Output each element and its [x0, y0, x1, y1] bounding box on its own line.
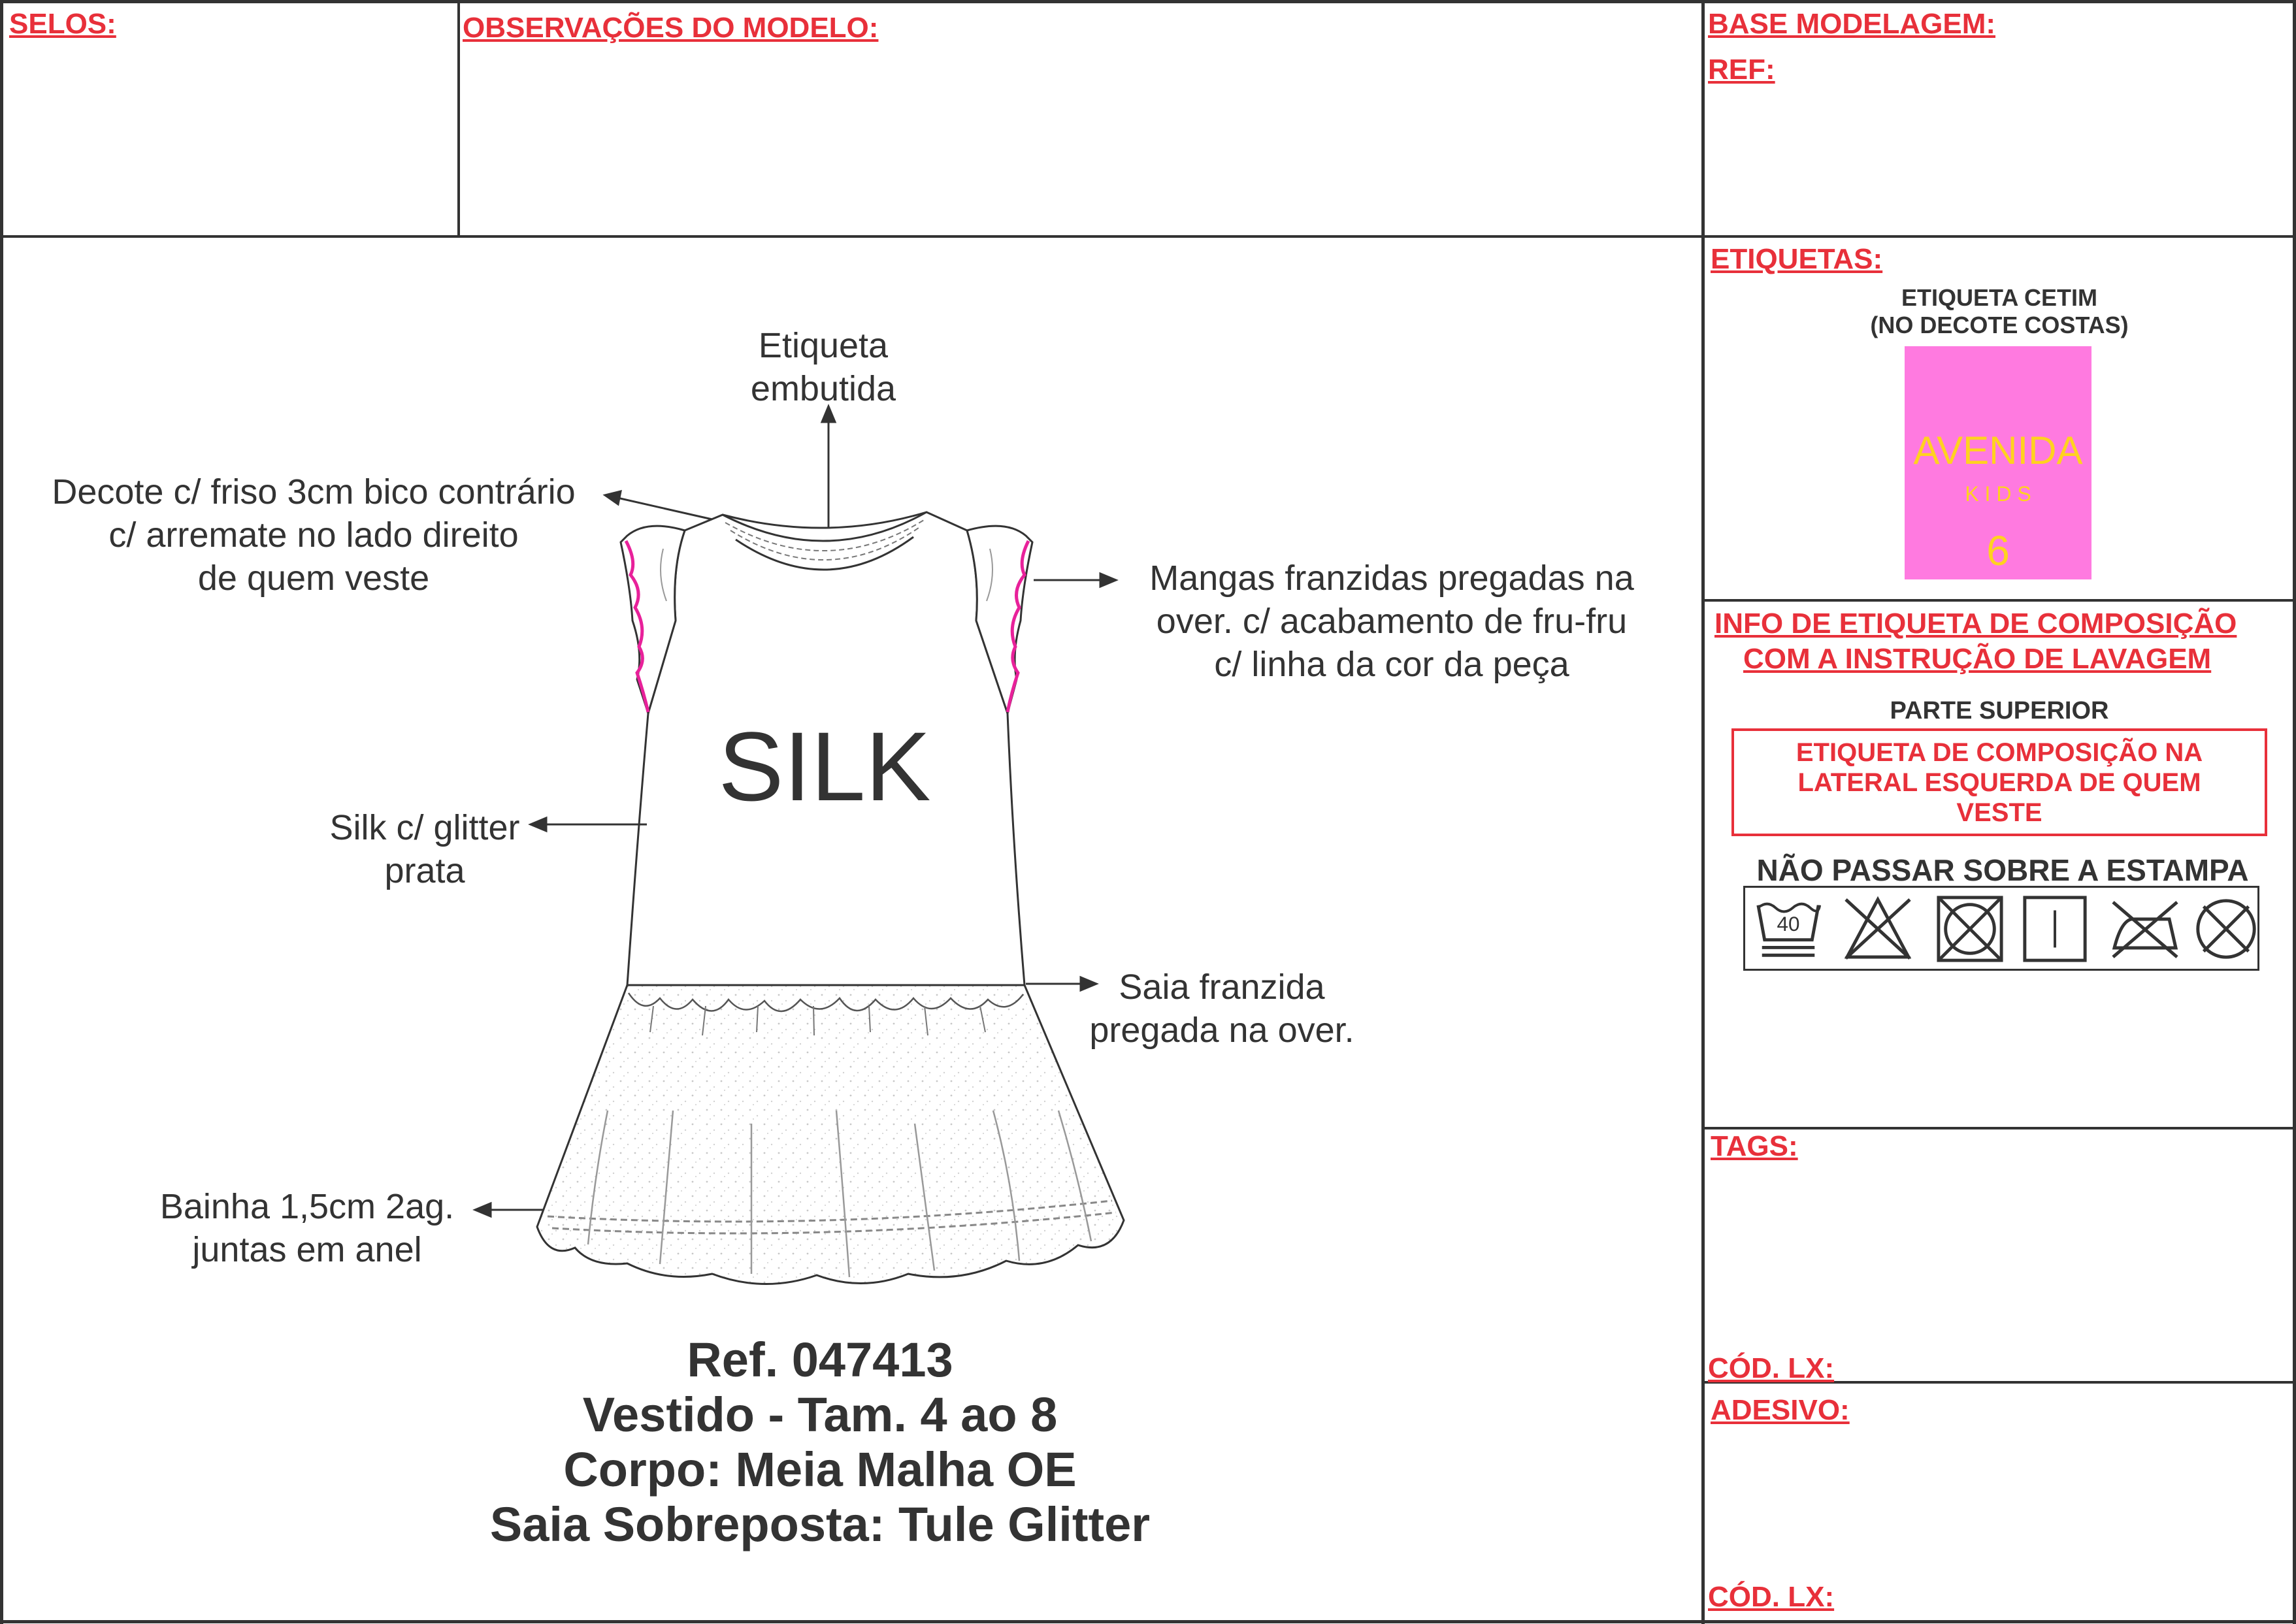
tags-label: TAGS: [1711, 1130, 1798, 1162]
etiquetas-label: ETIQUETAS: [1711, 243, 1883, 275]
cod-lx-2-label: CÓD. LX: [1708, 1581, 1835, 1613]
adesivo-label: ADESIVO: [1711, 1394, 1850, 1426]
callout-saia-line1: Saia franzida [1119, 967, 1325, 1007]
callout-decote-line3: de quem veste [197, 559, 430, 598]
callout-etiqueta [693, 324, 954, 410]
callout-etiqueta-line2: embutida [750, 369, 896, 408]
product-info [353, 1333, 1287, 1552]
wash-40-gentle-icon [1753, 893, 1824, 965]
callout-decote-line1: Decote c/ friso 3cm bico contrário [52, 472, 576, 512]
care-symbols [1743, 886, 2259, 971]
parte-superior-text: PARTE SUPERIOR [1890, 697, 2109, 724]
callout-saia [1058, 966, 1385, 1052]
callout-decote [20, 470, 608, 600]
callout-silk [294, 806, 555, 892]
silk-print-text: SILK [718, 711, 931, 821]
line-dry-icon [2020, 893, 2090, 965]
brand-kids: K I D S [1965, 482, 2031, 506]
callout-saia-line2: pregada na over. [1089, 1011, 1354, 1050]
ref-label: REF: [1708, 54, 1775, 86]
skirt-tulle [537, 985, 1124, 1284]
callout-silk-line1: Silk c/ glitter [329, 808, 520, 847]
callout-bainha [144, 1185, 470, 1271]
callout-etiqueta-line1: Etiqueta [758, 326, 889, 365]
selos-label: SELOS: [9, 8, 116, 40]
callout-silk-line2: prata [384, 851, 465, 890]
product-ref: Ref. 047413 [687, 1333, 953, 1387]
wash-temp: 40 [1777, 912, 1800, 935]
divider-tags [1701, 1127, 2296, 1129]
do-not-tumble-dry-icon [1935, 893, 2005, 965]
info-title-line1: INFO DE ETIQUETA DE COMPOSIÇÃO [1714, 608, 2237, 640]
composicao-box [1731, 728, 2267, 836]
composicao-line2: LATERAL ESQUERDA DE QUEM [1797, 768, 2201, 797]
info-title-line2: COM A INSTRUÇÃO DE LAVAGEM [1743, 643, 2212, 675]
do-not-bleach-icon [1835, 893, 1920, 965]
do-not-dry-clean-icon [2191, 893, 2261, 965]
callout-mangas [1111, 557, 1673, 686]
etiqueta-cetim-text: ETIQUETA CETIM [1901, 284, 2097, 311]
cod-lx-1-label: CÓD. LX: [1708, 1352, 1835, 1384]
product-saia: Saia Sobreposta: Tule Glitter [489, 1497, 1151, 1551]
observacoes-label: OBSERVAÇÕES DO MODELO: [463, 12, 879, 44]
brand-name: AVENIDA [1913, 429, 2083, 472]
brand-size: 6 [1986, 527, 2010, 574]
brand-label-swatch [1905, 346, 2091, 579]
composicao-line3: VESTE [1956, 798, 2042, 827]
product-description: Vestido - Tam. 4 ao 8 [582, 1388, 1058, 1442]
callout-mangas-line3: c/ linha da cor da peça [1214, 645, 1569, 684]
callout-decote-line2: c/ arremate no lado direito [108, 515, 519, 555]
callout-bainha-line1: Bainha 1,5cm 2ag. [159, 1187, 455, 1226]
etiqueta-cetim-sub-text: (NO DECOTE COSTAS) [1870, 312, 2129, 338]
callout-bainha-line2: juntas em anel [192, 1230, 422, 1269]
callout-mangas-line1: Mangas franzidas pregadas na [1149, 559, 1634, 598]
do-not-iron-icon [2103, 893, 2187, 965]
nao-passar-text: NÃO PASSAR SOBRE A ESTAMPA [1756, 853, 2249, 887]
composicao-line1: ETIQUETA DE COMPOSIÇÃO NA [1796, 738, 2203, 767]
product-corpo: Corpo: Meia Malha OE [563, 1442, 1077, 1497]
divider-info [1701, 599, 2296, 602]
base-modelagem-label: BASE MODELAGEM: [1708, 8, 1995, 40]
callout-mangas-line2: over. c/ acabamento de fru-fru [1156, 602, 1628, 641]
